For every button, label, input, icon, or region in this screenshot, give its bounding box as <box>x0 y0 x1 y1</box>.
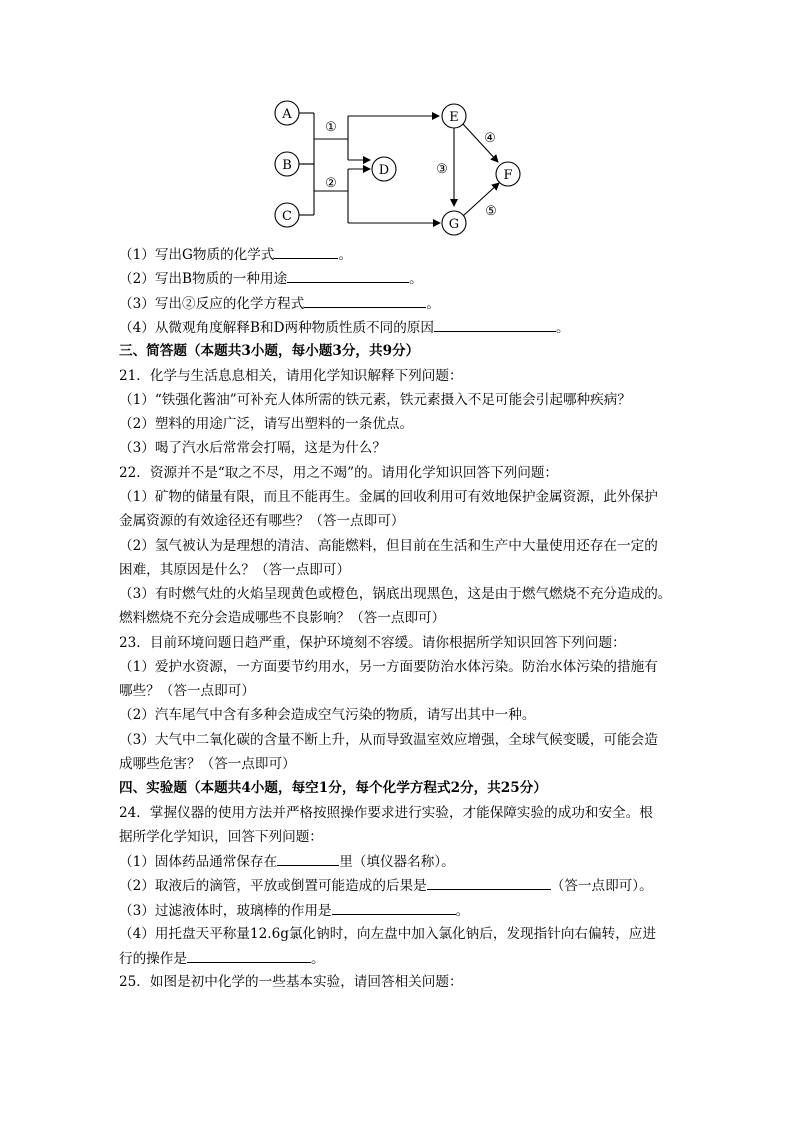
q21-part1: （1）“铁强化酱油”可补充人体所需的铁元素，铁元素摄入不足可能会引起哪种疾病？ <box>119 392 631 408</box>
q23-stem: 23．目前环境问题日趋严重，保护环境刻不容缓。请你根据所学知识回答下列问题： <box>119 635 626 651</box>
q22-stem: 22．资源并不是“取之不尽，用之不竭”的。请用化学知识回答下列问题： <box>119 465 559 481</box>
answer-blank[interactable] <box>304 295 426 308</box>
q22-part3-a: （3）有时燃气灶的火焰呈现黄色或橙色，锅底出现黑色，这是由于燃气燃烧不充分造成的。 <box>119 586 672 602</box>
q24-stem-a: 24．掌握仪器的使用方法并严格按照操作要求进行实验，才能保障实验的成功和安全。根 <box>119 805 653 821</box>
q20-part1-end: 。 <box>338 247 353 263</box>
q20-part1-text: （1）写出G物质的化学式 <box>119 247 275 263</box>
q22-part3-b: 燃料燃烧不充分会造成哪些不良影响？（答一点即可） <box>119 610 446 626</box>
node-c-label: C <box>282 209 292 224</box>
reaction-2-label: ② <box>325 176 337 191</box>
q23-part1-a: （1）爱护水资源，一方面要节约用水，另一方面要防治水体污染。防治水体污染的措施有 <box>119 659 658 675</box>
q20-part3-text: （3）写出②反应的化学方程式 <box>119 296 305 312</box>
node-a-label: A <box>282 107 292 122</box>
q23-part2: （2）汽车尾气中含有多种会造成空气污染的物质，请写出其中一种。 <box>119 707 536 723</box>
node-d-label: D <box>378 163 390 178</box>
q20-part3 <box>119 295 440 312</box>
q24-part3-end: 。 <box>455 903 470 919</box>
q24-part4-text: 行的操作是 <box>119 951 187 967</box>
q24-part3 <box>119 902 469 919</box>
answer-blank[interactable] <box>287 270 409 283</box>
node-g-label: G <box>448 217 460 232</box>
answer-blank[interactable] <box>434 319 556 332</box>
q20-part2-end: 。 <box>409 271 423 287</box>
q20-part4-text: （4）从微观角度解释B和D两种物质性质不同的原因 <box>119 320 435 336</box>
q24-part2-end: （答一点即可）。 <box>550 878 653 894</box>
q22-part1-b: 金属资源的有效途径还有哪些？（答一点即可） <box>119 513 405 529</box>
answer-blank[interactable] <box>332 902 456 915</box>
q21-stem: 21．化学与生活息息相关，请用化学知识解释下列问题： <box>119 368 463 384</box>
reaction-5-label: ⑤ <box>485 204 497 219</box>
q20-part4-end: 。 <box>556 320 570 336</box>
answer-blank[interactable] <box>187 950 311 963</box>
q24-part4-b <box>119 950 325 967</box>
q24-part2-text: （2）取液后的滴管，平放或倒置可能造成的后果是 <box>119 878 427 894</box>
q24-part1-end: 里（填仪器名称）。 <box>339 854 455 870</box>
answer-blank[interactable] <box>274 246 338 259</box>
reaction-diagram <box>262 96 532 242</box>
q24-part1-text: （1）固体药品通常保存在 <box>119 854 278 870</box>
q24-stem-b: 据所学化学知识，回答下列问题： <box>119 829 323 845</box>
section-3-heading: 三、简答题（本题共3小题，每小题3分，共9分） <box>119 343 420 359</box>
q22-part1-a: （1）矿物的储量有限，而且不能再生。金属的回收利用可有效地保护金属资源，此外保护 <box>119 489 658 505</box>
q24-part1 <box>119 853 455 870</box>
q24-part3-text: （3）过滤液体时，玻璃棒的作用是 <box>119 903 332 919</box>
q20-part2 <box>119 270 423 287</box>
reaction-1-label: ① <box>325 120 337 135</box>
reaction-3-label: ③ <box>436 162 448 177</box>
q22-part2-b: 困难，其原因是什么？（答一点即可） <box>119 562 351 578</box>
q25-stem: 25．如图是初中化学的一些基本实验，请回答相关问题： <box>119 974 463 990</box>
q21-part2: （2）塑料的用途广泛，请写出塑料的一条优点。 <box>119 416 414 432</box>
reaction-4-label: ④ <box>484 131 496 146</box>
node-e-label: E <box>449 110 459 125</box>
node-b-label: B <box>282 158 292 173</box>
q20-part3-end: 。 <box>426 296 440 312</box>
q20-part2-text: （2）写出B物质的一种用途 <box>119 271 288 287</box>
q24-part4-a: （4）用托盘天平称量12.6g氯化钠时，向左盘中加入氯化钠后，发现指针向右偏转，应进 <box>119 926 656 942</box>
q24-part2 <box>119 877 653 894</box>
section-4-heading: 四、实验题（本题共4小题，每空1分，每个化学方程式2分，共25分） <box>119 780 547 796</box>
q23-part3-a: （3）大气中二氧化碳的含量不断上升，从而导致温室效应增强，全球气候变暖，可能会造 <box>119 732 658 748</box>
q21-part3: （3）喝了汽水后常常会打嗝，这是为什么？ <box>119 440 386 456</box>
q24-part4-end: 。 <box>310 951 325 967</box>
q20-part4 <box>119 319 570 336</box>
answer-blank[interactable] <box>427 877 551 890</box>
answer-blank[interactable] <box>277 853 339 866</box>
q22-part2-a: （2）氢气被认为是理想的清洁、高能燃料，但目前在生活和生产中大量使用还存在一定的 <box>119 538 658 554</box>
q20-part1 <box>119 246 352 263</box>
node-f-label: F <box>503 168 513 183</box>
q23-part1-b: 哪些？（答一点即可） <box>119 683 255 699</box>
q23-part3-b: 成哪些危害？（答一点即可） <box>119 756 296 772</box>
